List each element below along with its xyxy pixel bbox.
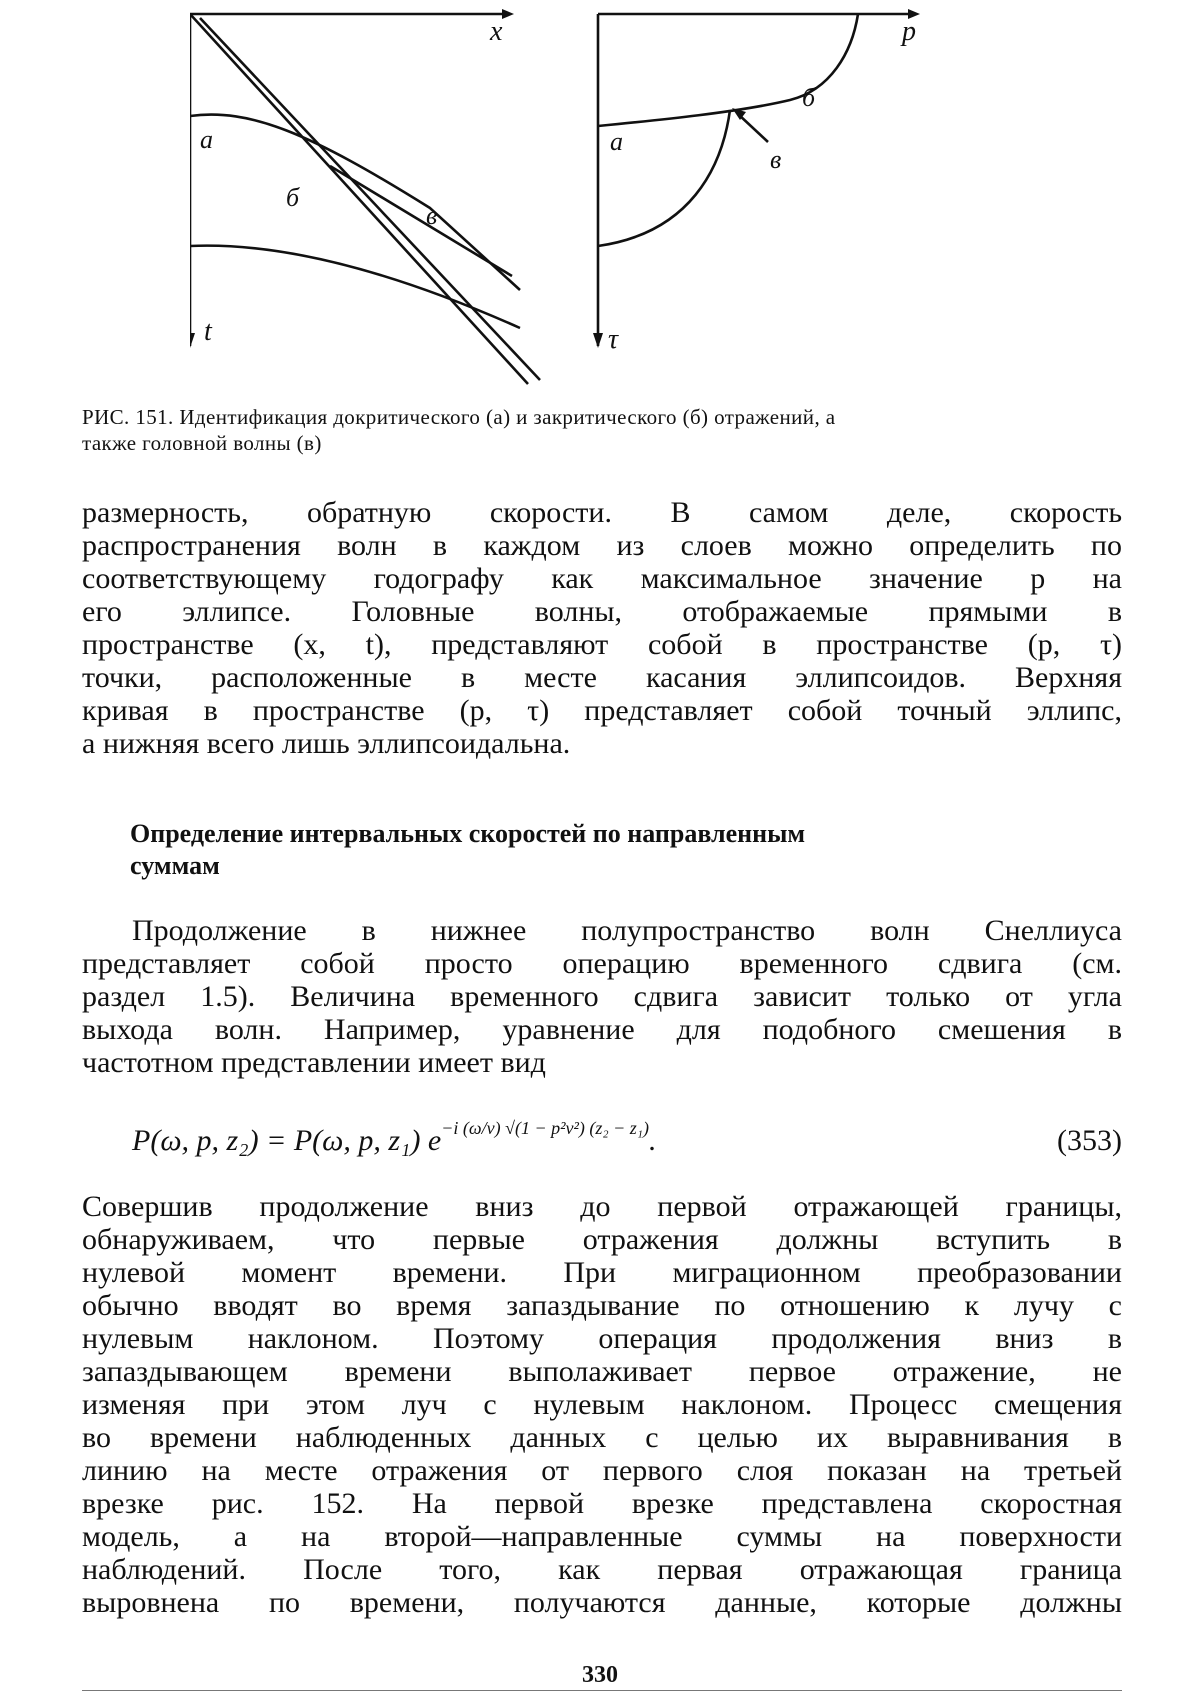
text-line: раздел 1.5). Величина временного сдвига зависит только от угла xyxy=(82,980,1122,1013)
arrow-v-right xyxy=(738,114,768,142)
equation-terminator: . xyxy=(649,1124,657,1157)
line-from-origin-2 xyxy=(200,18,540,380)
text-line: модель, а на второй—направленные суммы на поверхности xyxy=(82,1520,1122,1553)
label-v-right: в xyxy=(770,145,782,174)
t-axis-arrow-left xyxy=(190,333,195,348)
text-line: а нижняя всего лишь эллипсоидальна. xyxy=(82,727,571,760)
page-number: 330 xyxy=(582,1662,618,1688)
heading-line: суммам xyxy=(130,851,220,880)
equation-main: P(ω, p, z₂) = P(ω, p, z₁) e xyxy=(132,1124,442,1157)
equation-353 xyxy=(132,1110,1122,1170)
text-line: линию на месте отражения от первого слоя показан на третьей xyxy=(82,1454,1122,1487)
text-line: Продолжение в нижнее полупространство волн Снеллиуса xyxy=(132,914,1122,947)
x-axis-arrow-left xyxy=(502,9,514,19)
text-line: кривая в пространстве (p, τ) представляет собой точный эллипс, xyxy=(82,694,1122,727)
text-line: во времени наблюденных данных с целью их выравнивания в xyxy=(82,1421,1122,1454)
paragraph-1 xyxy=(82,496,1122,760)
text-line: обычно вводят во время запаздывание по отношению к лучу с xyxy=(82,1289,1122,1322)
text-line: частотном представлении имеет вид xyxy=(82,1046,546,1079)
text-line: обнаруживаем, что первые отражения должны вступить в xyxy=(82,1223,1122,1256)
text-line: наблюдений. После того, как первая отражающая граница xyxy=(82,1553,1122,1586)
paragraph-2 xyxy=(82,914,1122,1079)
text-line: нулевой момент времени. При миграционном преобразовании xyxy=(82,1256,1122,1289)
text-line: нулевым наклоном. Поэтому операция продолжения вниз в xyxy=(82,1322,1122,1355)
text-line: Совершив продолжение вниз до первой отражающей границы, xyxy=(82,1190,1122,1223)
label-b-right: б xyxy=(802,83,816,112)
line-v-left xyxy=(330,166,512,276)
t-axis-label: t xyxy=(204,316,212,347)
caption-line: также головной волны (в) xyxy=(82,431,322,455)
equation-number: (353) xyxy=(1057,1124,1122,1157)
p-axis-label: p xyxy=(902,16,916,47)
tau-axis-arrow-right xyxy=(593,333,603,348)
ellipse-upper-right xyxy=(598,14,858,126)
caption-line: РИС. 151. Идентификация докритического (а) и закритического (б) отражений, а xyxy=(82,405,836,429)
curve-a-left xyxy=(190,115,520,290)
text-line: врезке рис. 152. На первой врезке представлена скоростная xyxy=(82,1487,1122,1520)
text-line: запаздывающем времени выполаживает первое отражение, не xyxy=(82,1355,1122,1388)
text-line: выхода волн. Например, уравнение для подобного смешения в xyxy=(82,1013,1122,1046)
line-from-origin-1 xyxy=(190,14,528,384)
figure-151-drawing xyxy=(190,8,1070,393)
tau-axis-label: τ xyxy=(608,324,619,355)
text-line: выровнена по времени, получаются данные, которые должны xyxy=(82,1586,1122,1619)
text-line: соответствующему годографу как максимальное значение p на xyxy=(82,562,1122,595)
text-line: представляет собой просто операцию временного сдвига (см. xyxy=(82,947,1122,980)
curve-lower-left xyxy=(190,246,520,328)
label-b-left: б xyxy=(286,183,300,212)
label-a-right: а xyxy=(610,127,623,156)
x-axis-label: x xyxy=(490,16,503,47)
footer-rule xyxy=(82,1690,1122,1691)
paragraph-3 xyxy=(82,1190,1122,1619)
equation-body xyxy=(132,1118,657,1158)
heading-line: Определение интервальных скоростей по направленным xyxy=(130,819,806,848)
text-line: распространения волн в каждом из слоев можно определить по xyxy=(82,529,1122,562)
text-line: изменяя при этом луч с нулевым наклоном. Процесс смещения xyxy=(82,1388,1122,1421)
text-line: точки, расположенные в месте касания эллипсоидов. Верхняя xyxy=(82,661,1122,694)
equation-exponent: −i (ω/v) √(1 − p²v²) (z₂ − z₁) xyxy=(441,1118,650,1138)
label-v-left: в xyxy=(426,201,438,230)
section-heading xyxy=(130,818,1090,882)
text-line: его эллипсе. Головные волны, отображаемые прямыми в xyxy=(82,595,1122,628)
text-line: размерность, обратную скорости. В самом деле, скорость xyxy=(82,496,1122,529)
figure-151 xyxy=(190,8,1070,393)
label-a-left: а xyxy=(200,125,213,154)
figure-caption xyxy=(82,404,1122,456)
text-line: пространстве (x, t), представляют собой в пространстве (p, τ) xyxy=(82,628,1122,661)
